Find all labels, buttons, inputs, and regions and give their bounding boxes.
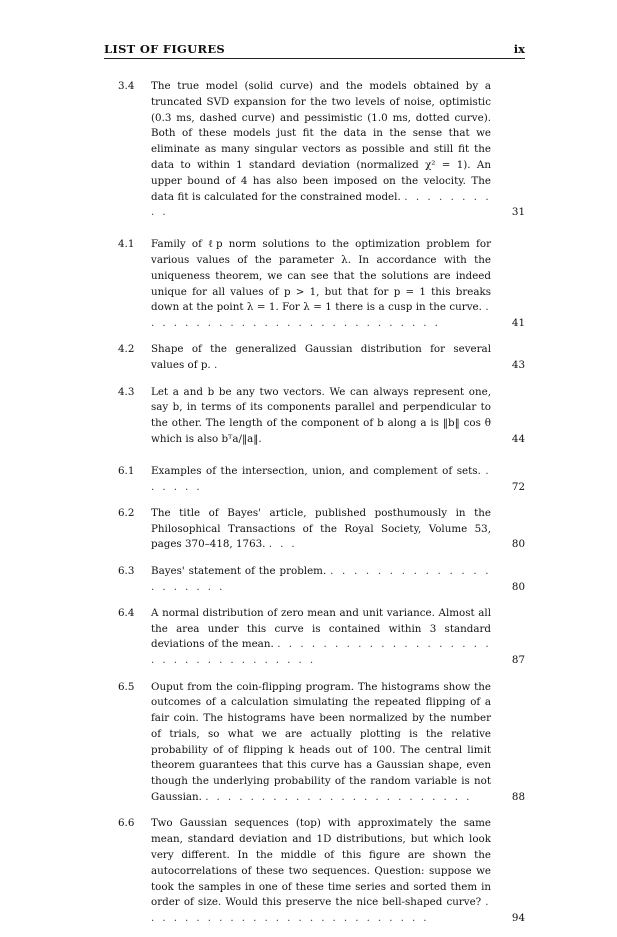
page-header (104, 42, 525, 62)
figure-entry-6-4[interactable] (104, 606, 525, 669)
figure-page: 43 (511, 359, 525, 372)
figure-page: 44 (511, 432, 525, 445)
figure-entry-3-4[interactable] (104, 79, 525, 221)
header-rule (104, 58, 525, 59)
figure-page: 87 (511, 654, 525, 667)
figure-caption: Bayes' statement of the problem. . . . . . . . . . . . . . . . . . . . . . (151, 564, 491, 593)
figure-caption: A normal distribution of zero mean and unit variance. Almost all the area under this curve is contained within 3 standard deviations of the mean. . . . . . . . . . . . . . . . . . . . . . . . . . . . . . . . . . . (151, 606, 492, 667)
figure-number: 4.2 (118, 343, 135, 356)
figure-caption: Examples of the intersection, union, and complement of sets. . . . . . . (151, 464, 491, 493)
figure-number: 6.3 (118, 564, 135, 577)
figure-page: 80 (511, 538, 525, 551)
figure-page: 41 (511, 317, 525, 330)
figure-page: 31 (511, 206, 525, 219)
figure-number: 6.2 (118, 506, 135, 519)
figure-page: 88 (511, 791, 525, 804)
figure-entry-6-1[interactable] (104, 464, 525, 496)
figure-number: 6.6 (118, 817, 135, 830)
running-head-page-number: ix (513, 42, 525, 56)
figure-number: 4.1 (118, 238, 135, 251)
figure-entry-6-3[interactable] (104, 564, 525, 596)
figure-entry-4-3[interactable] (104, 385, 525, 448)
figure-caption: The title of Bayes' article, published posthumously in the Philosophical Transactions of the Royal Society, Volume 53, pages 370–418, 1763. . . . (151, 506, 491, 551)
figure-caption: Two Gaussian sequences (top) with approximately the same mean, standard deviation and 1D distributions, but which look very different. In the middle of this figure are shown the autocorrelations of these two sequences. Question: suppose we took the samples in one of these time series and sorted them in order of size. Would this preserve the nice bell-shaped curve? . . . . . . . . . . . . . . . . . . . . . . . . . . (151, 817, 491, 925)
figure-caption: Ouput from the coin-flipping program. The histograms show the outcomes of a calculation simulating the repeated flipping of a fair coin. The histograms have been normalized by the number of trials, so what we are actually plotting is the relative probability of of flipping k heads out of 100. The central limit theorem guarantees that this curve has a Gaussian shape, even though the underlying probability of the random variable is not Gaussian. . . . . . . . . . . . . . . . . . . . . . . . . (151, 680, 491, 804)
figure-page: 72 (511, 480, 525, 493)
figure-entry-6-5[interactable] (104, 680, 525, 806)
list-of-figures (104, 79, 525, 937)
figure-number: 3.4 (118, 80, 135, 92)
figure-number: 6.5 (118, 680, 135, 693)
figure-caption: Let a and b be any two vectors. We can always represent one, say b, in terms of its components parallel and perpendicular to the other. The length of the component of b along a is ‖b‖ cos θ which is also bᵀa/‖a‖. (151, 385, 491, 445)
figure-entry-6-6[interactable] (104, 816, 525, 927)
figure-caption: Shape of the generalized Gaussian distribution for several values of p. . (151, 343, 491, 372)
figure-entry-6-2[interactable] (104, 506, 525, 553)
figure-page: 80 (511, 580, 525, 593)
figure-entry-4-2[interactable] (104, 342, 525, 374)
figure-page: 94 (511, 912, 525, 925)
figure-caption: Family of ℓp norm solutions to the optimization problem for various values of the parameter λ. In accordance with the uniqueness theorem, we can see that the solutions are indeed unique for all values of p > 1, but that for p = 1 this breaks down at the point λ = 1. For λ = 1 there is a cusp in the curve. . . . . . . . . . . . . . . . . . . . . . . . . . . . (151, 238, 491, 330)
figure-number: 6.4 (118, 606, 135, 619)
figure-caption: The true model (solid curve) and the models obtained by a truncated SVD expansion for the two levels of noise, optimistic (0.3 ms, dashed curve) and pessimistic (1.0 ms, dotted curve). Both of these models just fit the data in the sense that we eliminate as many singular vectors as possible and still fit the data to within 1 standard deviation (normalized χ² = 1). An upper bound of 4 has also been imposed on the velocity. The data fit is calculated for the constrained model. . . . . . . . . . . (151, 80, 491, 219)
figure-number: 4.3 (118, 385, 135, 398)
running-head-title: LIST OF FIGURES (104, 42, 226, 56)
figure-number: 6.1 (118, 464, 135, 477)
figure-entry-4-1[interactable] (104, 237, 525, 332)
